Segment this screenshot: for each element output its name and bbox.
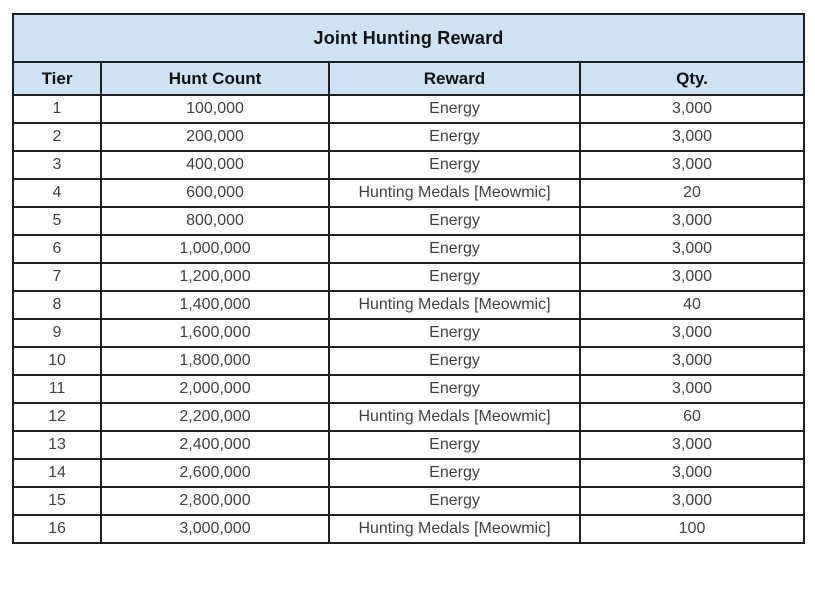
cell-reward: Energy: [329, 95, 580, 123]
cell-qty: 3,000: [580, 319, 804, 347]
cell-tier: 15: [13, 487, 101, 515]
cell-hunt-count: 2,400,000: [101, 431, 329, 459]
column-header-qty: Qty.: [580, 62, 804, 95]
cell-qty: 3,000: [580, 347, 804, 375]
cell-qty: 60: [580, 403, 804, 431]
cell-qty: 3,000: [580, 123, 804, 151]
cell-qty: 3,000: [580, 151, 804, 179]
cell-tier: 2: [13, 123, 101, 151]
column-header-reward: Reward: [329, 62, 580, 95]
cell-reward: Energy: [329, 459, 580, 487]
cell-reward: Energy: [329, 123, 580, 151]
cell-hunt-count: 2,000,000: [101, 375, 329, 403]
cell-qty: 100: [580, 515, 804, 543]
table-row: [13, 291, 804, 319]
cell-tier: 1: [13, 95, 101, 123]
cell-reward: Energy: [329, 207, 580, 235]
cell-tier: 11: [13, 375, 101, 403]
table-row: [13, 263, 804, 291]
table-body: [13, 95, 804, 543]
table-header-row: [13, 62, 804, 95]
table-row: [13, 431, 804, 459]
cell-hunt-count: 3,000,000: [101, 515, 329, 543]
table-row: [13, 347, 804, 375]
cell-hunt-count: 800,000: [101, 207, 329, 235]
cell-tier: 14: [13, 459, 101, 487]
cell-reward: Hunting Medals [Meowmic]: [329, 515, 580, 543]
cell-qty: 3,000: [580, 235, 804, 263]
table-row: [13, 487, 804, 515]
cell-qty: 3,000: [580, 95, 804, 123]
joint-hunting-reward-table: [12, 13, 805, 544]
cell-qty: 3,000: [580, 431, 804, 459]
cell-reward: Energy: [329, 319, 580, 347]
cell-tier: 6: [13, 235, 101, 263]
cell-tier: 8: [13, 291, 101, 319]
cell-reward: Energy: [329, 487, 580, 515]
cell-tier: 5: [13, 207, 101, 235]
cell-hunt-count: 2,600,000: [101, 459, 329, 487]
cell-hunt-count: 400,000: [101, 151, 329, 179]
table-row: [13, 123, 804, 151]
table-row: [13, 375, 804, 403]
cell-qty: 3,000: [580, 207, 804, 235]
cell-reward: Hunting Medals [Meowmic]: [329, 179, 580, 207]
cell-tier: 12: [13, 403, 101, 431]
table-row: [13, 95, 804, 123]
cell-qty: 3,000: [580, 375, 804, 403]
cell-qty: 3,000: [580, 263, 804, 291]
cell-qty: 3,000: [580, 459, 804, 487]
cell-qty: 20: [580, 179, 804, 207]
cell-reward: Energy: [329, 431, 580, 459]
cell-qty: 3,000: [580, 487, 804, 515]
table-row: [13, 459, 804, 487]
table-title: Joint Hunting Reward: [13, 14, 804, 62]
cell-hunt-count: 200,000: [101, 123, 329, 151]
cell-reward: Hunting Medals [Meowmic]: [329, 291, 580, 319]
cell-hunt-count: 2,800,000: [101, 487, 329, 515]
cell-hunt-count: 1,400,000: [101, 291, 329, 319]
cell-tier: 7: [13, 263, 101, 291]
cell-qty: 40: [580, 291, 804, 319]
cell-tier: 3: [13, 151, 101, 179]
table-row: [13, 319, 804, 347]
table-row: [13, 235, 804, 263]
cell-tier: 10: [13, 347, 101, 375]
table-row: [13, 151, 804, 179]
table-row: [13, 515, 804, 543]
cell-reward: Energy: [329, 375, 580, 403]
cell-tier: 16: [13, 515, 101, 543]
cell-reward: Energy: [329, 347, 580, 375]
table-row: [13, 403, 804, 431]
cell-reward: Energy: [329, 235, 580, 263]
cell-hunt-count: 100,000: [101, 95, 329, 123]
cell-tier: 9: [13, 319, 101, 347]
cell-hunt-count: 1,600,000: [101, 319, 329, 347]
table-row: [13, 179, 804, 207]
cell-reward: Energy: [329, 263, 580, 291]
column-header-hunt-count: Hunt Count: [101, 62, 329, 95]
cell-tier: 4: [13, 179, 101, 207]
cell-reward: Energy: [329, 151, 580, 179]
cell-hunt-count: 2,200,000: [101, 403, 329, 431]
column-header-tier: Tier: [13, 62, 101, 95]
table-title-row: [13, 14, 804, 62]
cell-hunt-count: 1,800,000: [101, 347, 329, 375]
cell-reward: Hunting Medals [Meowmic]: [329, 403, 580, 431]
cell-tier: 13: [13, 431, 101, 459]
cell-hunt-count: 1,200,000: [101, 263, 329, 291]
cell-hunt-count: 1,000,000: [101, 235, 329, 263]
cell-hunt-count: 600,000: [101, 179, 329, 207]
table-row: [13, 207, 804, 235]
